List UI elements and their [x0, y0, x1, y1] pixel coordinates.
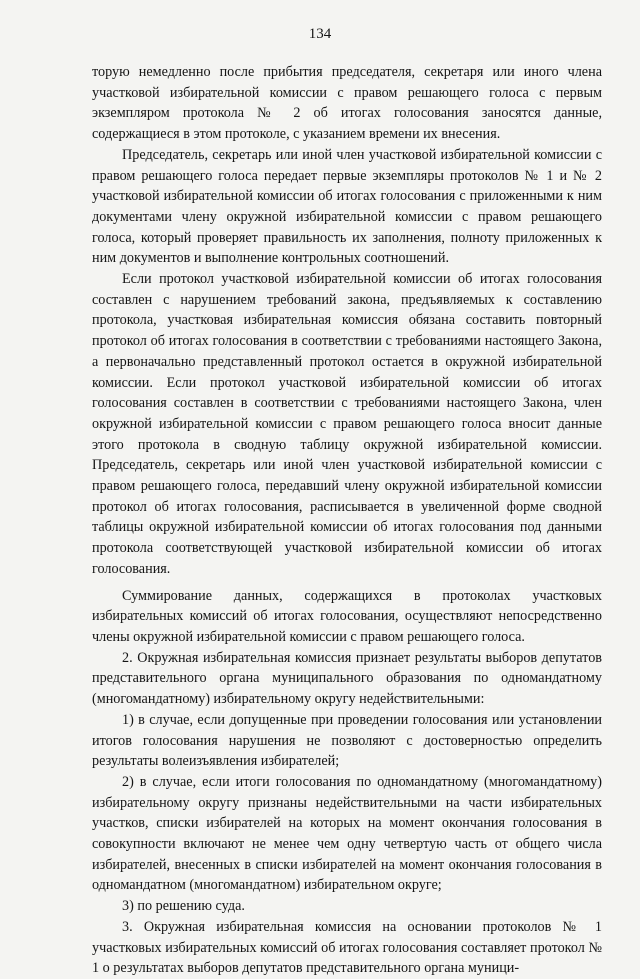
page-number: 134: [308, 26, 332, 42]
paragraph-5: 2. Окружная избирательная комиссия признает результаты выборов депутатов представительного органа муниципального образования по одномандатному (многомандатному) избирательному округу недействительными:: [92, 649, 602, 708]
paragraph-1: торую немедленно после прибытия председателя, секретаря или иного члена участковой избирательной комиссии с правом решающего голоса с первым экземпляром протокола № 2 об итогах голосования заносятся данные, содержащиеся в этом протоколе, с указанием времени их внесения.: [92, 64, 602, 143]
document-body: [92, 62, 602, 979]
paragraph-9: 3. Окружная избирательная комиссия на основании протоколов № 1 участковых избирательных комиссий об итогах голосования составляет протокол № 1 о результатах выборов депутатов представительного органа муници-: [92, 918, 602, 977]
paragraph-6: 1) в случае, если допущенные при проведении голосования или установлении итогов голосования нарушения не позволяют с достоверностью определить результаты волеизъявления избирателей;: [92, 711, 602, 770]
paragraph-2: Председатель, секретарь или иной член участковой избирательной комиссии с правом решающего голоса передает первые экземпляры протоколов № 1 и № 2 участковой избирательной комиссии об итогах голосования с приложенными к ним документами члену окружной избирательной комиссии с правом решающего голоса, который проверяет правильность их заполнения, полноту приложенных к ним документов и выполнение контрольных соотношений.: [92, 146, 602, 267]
paragraph-3: Если протокол участковой избирательной комиссии об итогах голосования составлен с нарушением требований закона, предъявляемых к составлению протокола, участковая избирательная комиссия обязана составить повторный протокол об итогах голосования в соответствии с требованиями настоящего Закона, а первоначально представленный протокол остается в окружной избирательной комиссии. Если протокол участковой избирательной комиссии об итогах голосования составлен в соответствии с требованиями настоящего Закона, член окружной избирательной комиссии с правом решающего голоса вносит данные этого протокола в сводную таблицу окружной избирательной комиссии. Председатель, секретарь или иной член участковой избирательной комиссии с правом решающего голоса, передавший члену окружной избирательной комиссии протокол об итогах голосования, расписывается в увеличенной форме сводной таблицы окружной избирательной комиссии об итогах голосования под данными протокола соответствующей участковой избирательной комиссии об итогах голосования.: [92, 271, 602, 577]
paragraph-4: Суммирование данных, содержащихся в протоколах участковых избирательных комиссий об итогах голосования, осуществляют непосредственно члены окружной избирательной комиссии с правом решающего голоса.: [92, 587, 602, 645]
paragraph-8: 3) по решению суда.: [122, 898, 245, 915]
paragraph-7: 2) в случае, если итоги голосования по одномандатному (многомандатному) избирательному округу признаны недействительными на части избирательных участков, списки избирателей на которых на момент окончания голосования в совокупности включают не менее чем одну четвертую часть от общего числа избирателей, внесенных в списки избирателей на момент окончания голосования в одномандатном (многомандатном) избирательном округе;: [92, 773, 602, 894]
